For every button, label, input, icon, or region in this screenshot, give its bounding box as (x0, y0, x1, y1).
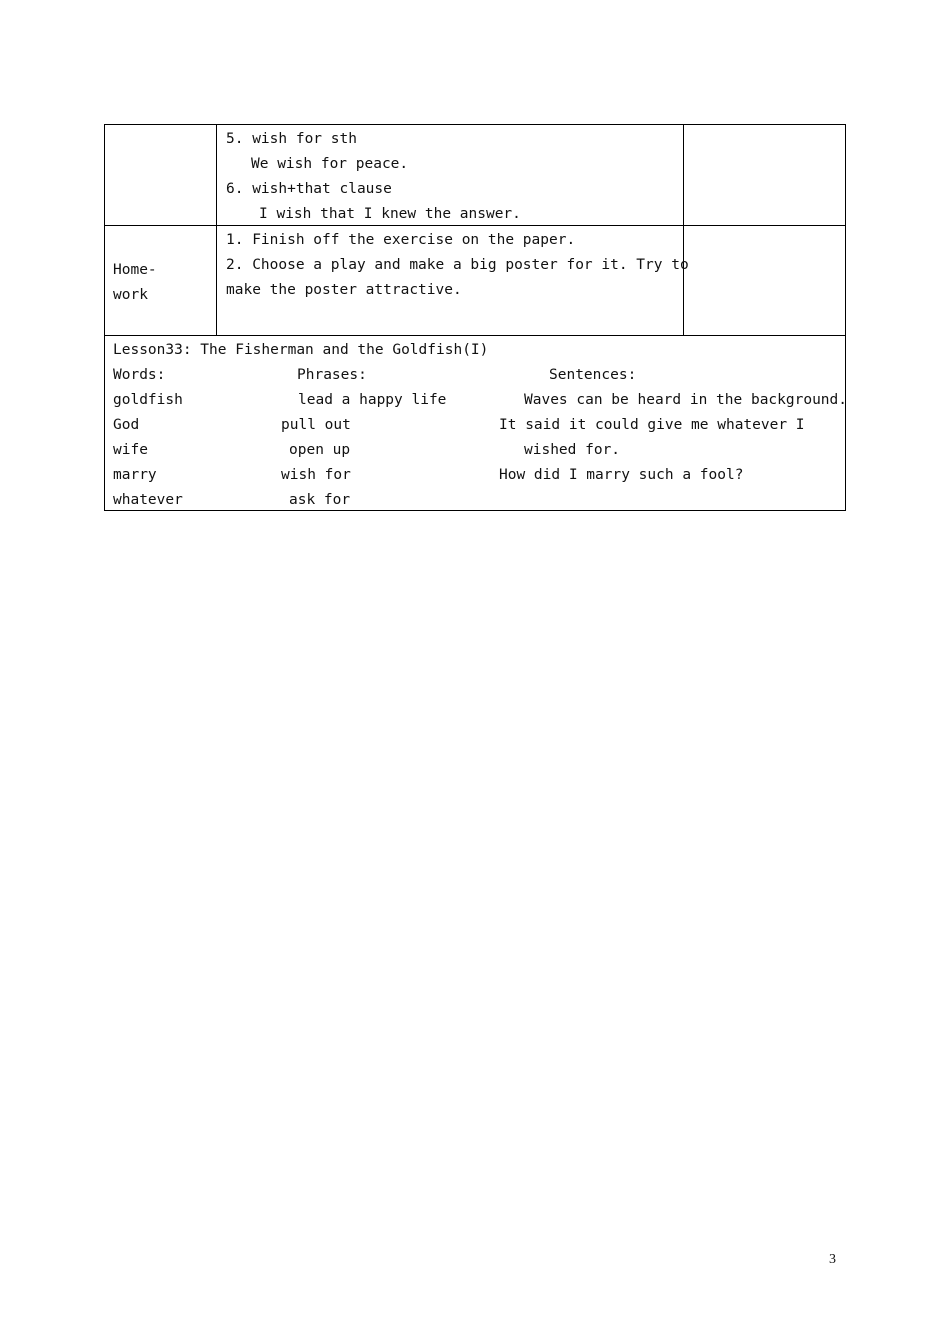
table-border-left (104, 124, 105, 511)
word-item: goldfish (113, 392, 183, 408)
phrase-item: pull out (281, 417, 351, 433)
word-item: marry (113, 467, 157, 483)
note-line-2: We wish for peace. (251, 156, 409, 172)
homework-label-line2: work (113, 287, 148, 303)
word-item: wife (113, 442, 148, 458)
lesson-title: Lesson33: The Fisherman and the Goldfish(I) (113, 342, 489, 358)
note-line-3: 6. wish+that clause (226, 181, 392, 197)
note-line-1: 5. wish for sth (226, 131, 357, 147)
sentence-item: wished for. (524, 442, 621, 458)
table-col-divider-1 (216, 124, 217, 336)
page-number: 3 (829, 1252, 836, 1267)
phrase-item: wish for (281, 467, 351, 483)
phrase-item: ask for (289, 492, 351, 508)
phrase-item: open up (289, 442, 351, 458)
homework-line-3: make the poster attractive. (226, 282, 462, 298)
sentence-item: How did I marry such a fool? (499, 467, 744, 483)
note-line-4: I wish that I knew the answer. (259, 206, 521, 222)
phrases-header: Phrases: (297, 367, 367, 383)
table-border-right (845, 124, 846, 511)
table-border-bottom (104, 510, 846, 511)
word-item: God (113, 417, 140, 433)
homework-line-1: 1. Finish off the exercise on the paper. (226, 232, 576, 248)
words-header: Words: (113, 367, 166, 383)
phrase-item: lead a happy life (298, 392, 447, 408)
table-col-divider-2 (683, 124, 684, 336)
word-item: whatever (113, 492, 183, 508)
homework-line-2: 2. Choose a play and make a big poster for it. Try to (226, 257, 689, 273)
sentence-item: Waves can be heard in the background. (524, 392, 848, 408)
sentence-item: It said it could give me whatever I (499, 417, 805, 433)
sentences-header: Sentences: (549, 367, 637, 383)
homework-label-line1: Home- (113, 262, 157, 278)
